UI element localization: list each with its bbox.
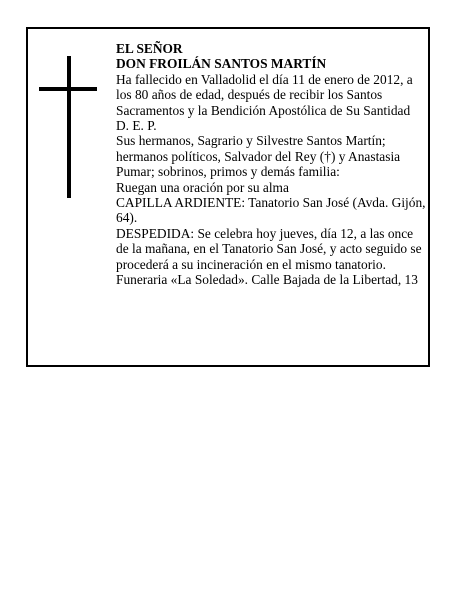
farewell-info: DESPEDIDA: Se celebra hoy jueves, día 12, a las once de la mañana, en el Tanatorio San José, y acto seguido se procederá a su incineración en el mismo tanatorio. xyxy=(116,225,422,272)
cross-horizontal-bar xyxy=(39,87,97,91)
funeral-home-info: Funeraria «La Soledad». Calle Bajada de la Libertad, 13 xyxy=(116,272,418,288)
obituary-notice xyxy=(26,27,430,367)
cross-icon xyxy=(39,56,97,198)
family-list: Sus hermanos, Sagrario y Silvestre Santos Martín; hermanos políticos, Salvador del Rey (†) y Anastasia Pumar; sobrinos, primos y demás familia: xyxy=(116,133,401,180)
notice-title-name: DON FROILÁN SANTOS MARTÍN xyxy=(116,56,327,72)
chapel-info: CAPILLA ARDIENTE: Tanatorio San José (Avda. Gijón, 64). xyxy=(116,195,426,226)
prayer-request: Ruegan una oración por su alma xyxy=(116,179,289,195)
death-announcement: Ha fallecido en Valladolid el día 11 de enero de 2012, a los 80 años de edad, después de recibir los Santos Sacramentos y la Bendición Apostólica de Su Santidad D. E. P. xyxy=(116,71,413,134)
cross-vertical-bar xyxy=(67,56,71,198)
notice-title-honorific: EL SEÑOR xyxy=(116,41,183,56)
notice-body xyxy=(116,41,426,288)
